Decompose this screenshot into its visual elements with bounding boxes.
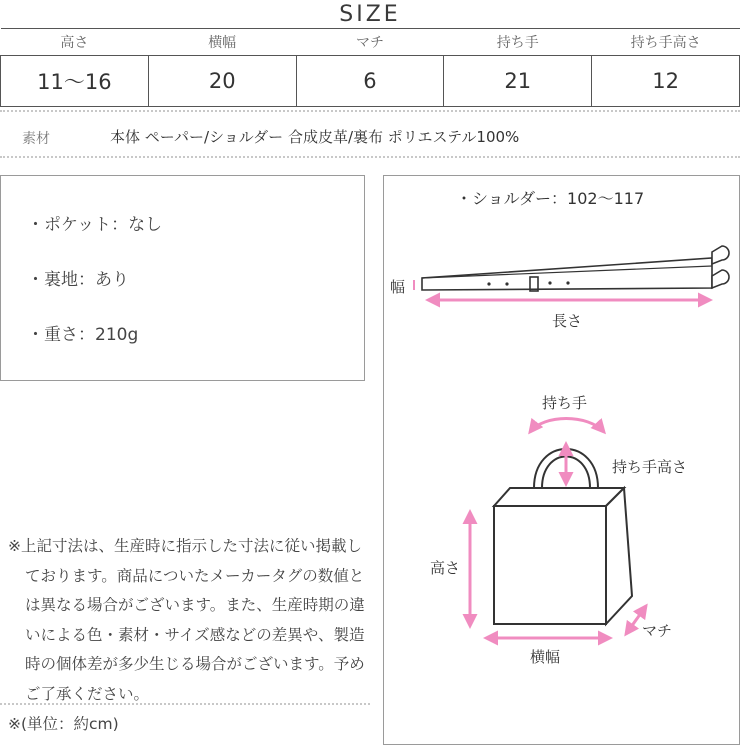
unit-note: ※(単位：約cm) <box>8 715 119 733</box>
size-value-row <box>1 56 740 107</box>
detail-pocket: ・ポケット：なし <box>27 215 163 235</box>
bag-height-label: 高さ <box>430 559 461 577</box>
gusset-arrow <box>626 606 646 634</box>
size-value: 11〜16 <box>1 56 149 107</box>
detail-lining: ・裏地：あり <box>27 270 129 290</box>
material-label: 素材 <box>22 131 50 147</box>
strap-width-label: 幅 <box>390 278 406 296</box>
size-header-row <box>1 29 740 56</box>
details-box <box>0 175 365 381</box>
size-value: 6 <box>296 56 444 107</box>
shoulder-label: ・ショルダー：102〜117 <box>456 189 645 208</box>
diagram-panel <box>383 175 740 745</box>
size-header: 横幅 <box>148 29 296 56</box>
size-table <box>0 28 740 107</box>
handle-label: 持ち手 <box>542 394 588 412</box>
bag-diagram <box>384 176 740 746</box>
gusset-label: マチ <box>642 622 673 640</box>
size-header: 高さ <box>1 29 149 56</box>
material-value: 本体 ペーパー/ショルダー 合成皮革/裏布 ポリエステル100% <box>110 128 520 146</box>
bag-illustration <box>494 449 632 624</box>
size-value: 21 <box>444 56 592 107</box>
size-header: 持ち手高さ <box>592 29 740 56</box>
handle-height-label: 持ち手高さ <box>612 458 688 476</box>
strap-length-label: 長さ <box>552 312 583 330</box>
divider <box>0 703 370 705</box>
size-header: マチ <box>296 29 444 56</box>
page-title: SIZE <box>339 2 401 27</box>
handle-arrow <box>530 419 604 433</box>
bag-width-label: 横幅 <box>530 648 561 666</box>
size-value: 20 <box>148 56 296 107</box>
size-header: 持ち手 <box>444 29 592 56</box>
size-value: 12 <box>592 56 740 107</box>
divider <box>0 156 740 158</box>
detail-weight: ・重さ：210g <box>27 325 139 345</box>
size-note: ※上記寸法は、生産時に指示した寸法に従い掲載しております。商品についたメーカータグの数値とは異なる場合がございます。また、生産時期の違いによる色・素材・サイズ感などの差異や、製造時の個体差が多少生じる場合がございます。予めご了承ください。 <box>8 537 365 703</box>
strap-illustration <box>422 246 729 291</box>
divider <box>0 110 740 112</box>
